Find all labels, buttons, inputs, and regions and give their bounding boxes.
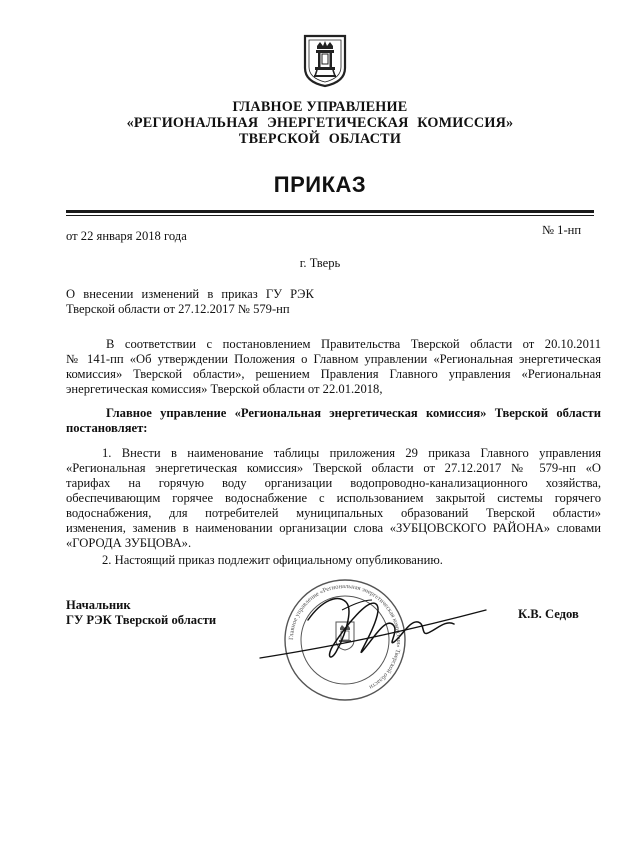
- document-number: № 1-нп: [542, 223, 582, 237]
- signatory-title-line-2: ГУ РЭК Тверской области: [66, 613, 217, 627]
- signatory-title-line-1: Начальник: [66, 598, 131, 612]
- preamble-line: энергетическая комиссия» Тверской области от 22.01.2018,: [66, 382, 383, 396]
- document-type-title: ПРИКАЗ: [273, 172, 367, 197]
- clause-1-line: изменения, заменив в наименовании организации слова «ЗУБЦОВСКОГО РАЙОНА» словами: [66, 521, 601, 535]
- clause-1-line: водоснабжения, для потребителей муниципальных образований Тверской области»: [66, 506, 601, 520]
- preamble-line: В соответствии с постановлением Правительства Тверской области от 20.10.2011: [106, 337, 601, 351]
- clause-1-line: тарифах на горячую воду организации водопроводно-канализационного хозяйства,: [66, 476, 601, 490]
- header-divider-thick: [66, 210, 594, 213]
- clause-1-line: «Региональная энергетическая комиссия» Тверской области от 27.12.2017 № 579-нп «О: [66, 461, 601, 475]
- document-city: г. Тверь: [299, 256, 341, 270]
- clause-1-line: обеспечивающим горячее водоснабжение с использованием закрытой системы горячего: [66, 491, 601, 505]
- clause-2: 2. Настоящий приказ подлежит официальному опубликованию.: [102, 553, 443, 567]
- clause-1-paragraph: [66, 446, 601, 551]
- preamble-paragraph: [66, 337, 601, 397]
- decree-line-1: Главное управление «Региональная энергетическая комиссия» Тверской области: [106, 406, 601, 420]
- org-name-line-2: «РЕГИОНАЛЬНАЯ ЭНЕРГЕТИЧЕСКАЯ КОМИССИЯ»: [126, 115, 514, 131]
- preamble-line: № 141-пп «Об утверждении Положения о Главном управлении «Региональная энергетическая: [66, 352, 601, 366]
- document-date: от 22 января 2018 года: [66, 229, 187, 243]
- signatory-name: К.В. Седов: [518, 607, 579, 621]
- subject-line-2: Тверской области от 27.12.2017 № 579-нп: [66, 302, 290, 316]
- org-name-line-3: ТВЕРСКОЙ ОБЛАСТИ: [238, 131, 402, 147]
- handwritten-signature: [250, 580, 490, 690]
- preamble-line: комиссия» Тверской области», решением Правления Главного управления «Региональная: [66, 367, 601, 381]
- clause-1-line: «ГОРОДА ЗУБЦОВА».: [66, 536, 192, 550]
- decree-line-2: постановляет:: [66, 421, 148, 435]
- subject-line-1: О внесении изменений в приказ ГУ РЭК: [66, 287, 314, 301]
- coat-of-arms-emblem: [303, 34, 347, 88]
- clause-1-line: 1. Внести в наименование таблицы приложения 29 приказа Главного управления: [102, 446, 601, 460]
- stamp-ring-text: Главное управление «Региональная энергетическая комиссия» Тверской области: [287, 582, 403, 691]
- header-divider-thin: [66, 215, 594, 216]
- org-name-line-1: ГЛАВНОЕ УПРАВЛЕНИЕ: [232, 99, 408, 115]
